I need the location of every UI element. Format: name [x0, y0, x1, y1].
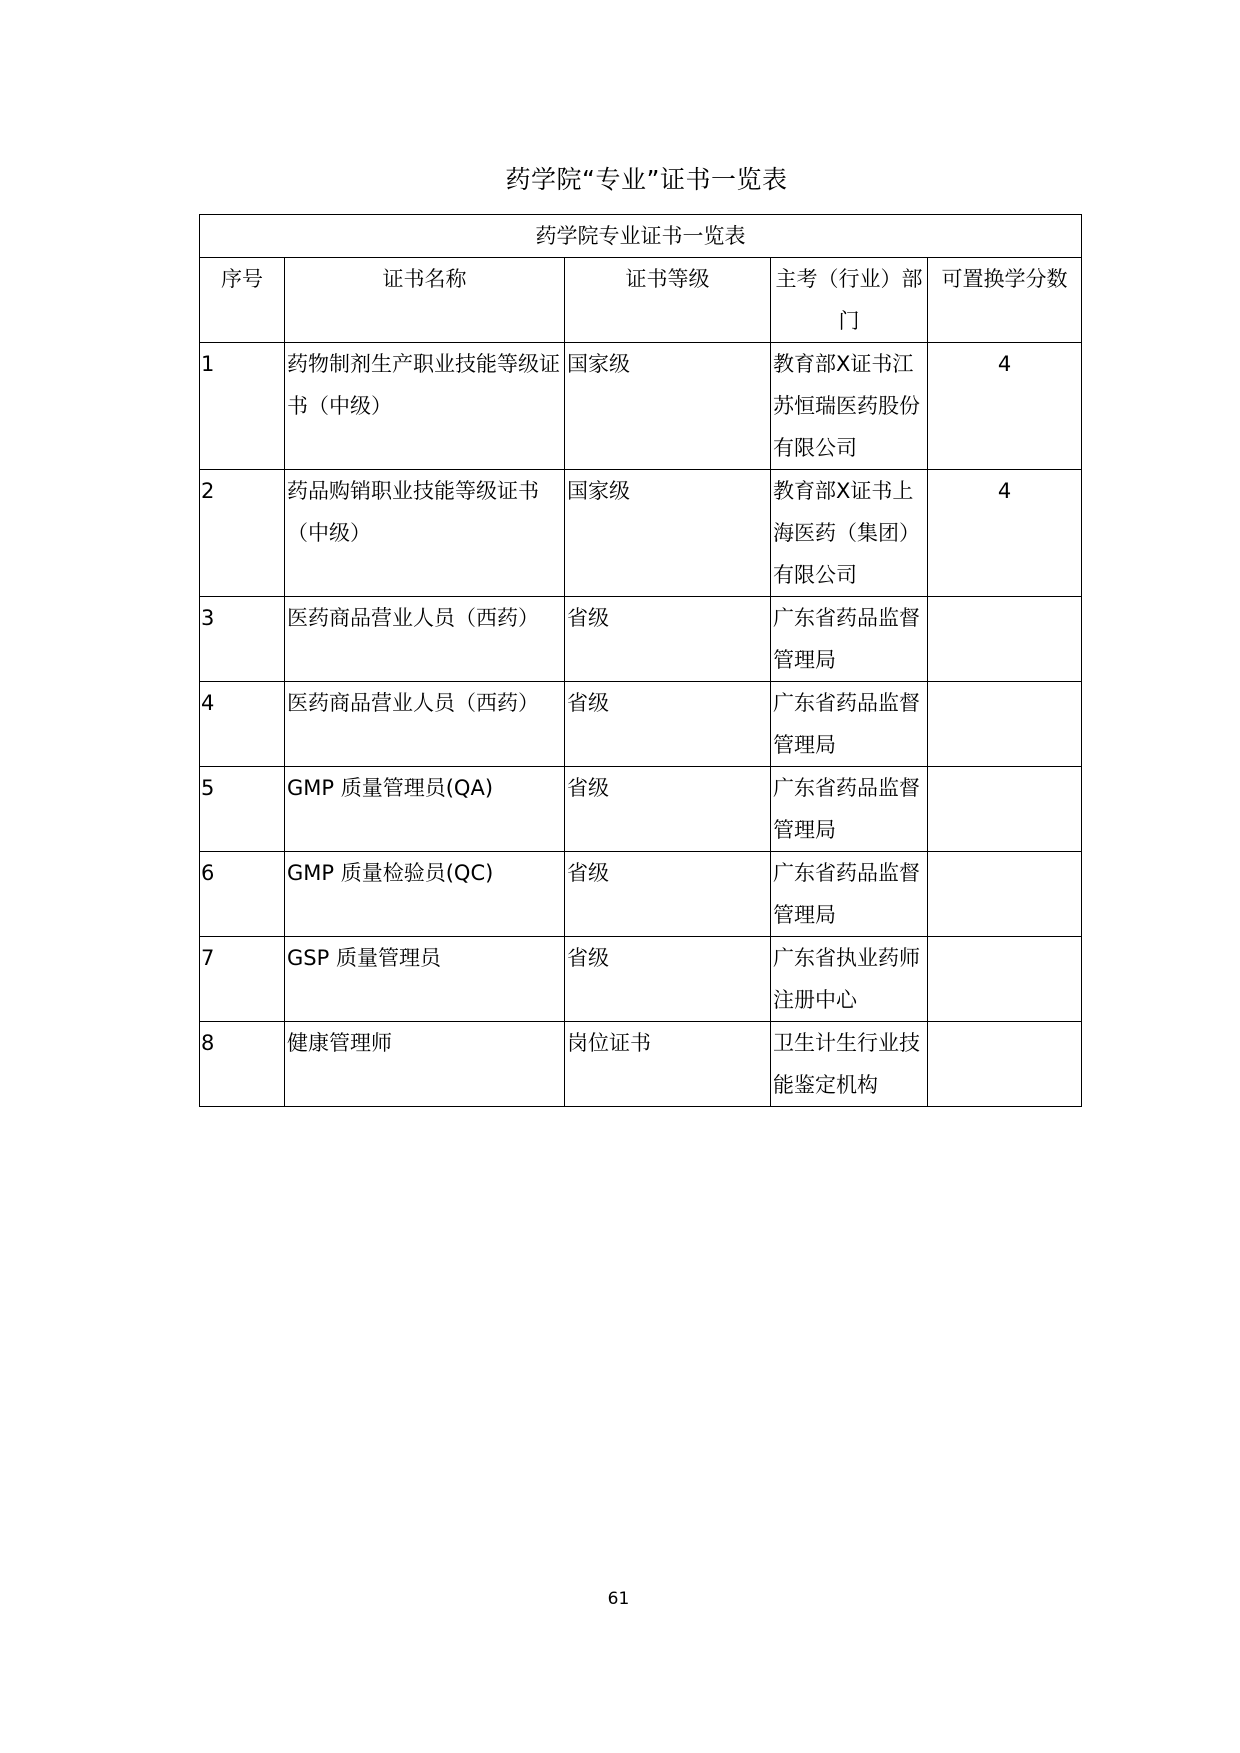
table-row	[200, 470, 1082, 597]
table-row	[200, 767, 1082, 852]
cell-department: 广东省药品监督管理局	[771, 597, 928, 682]
cell-name: 药品购销职业技能等级证书（中级）	[285, 470, 565, 597]
page-number: 61	[607, 1589, 630, 1609]
cell-level: 国家级	[565, 470, 771, 597]
cell-name: GMP 质量管理员(QA)	[285, 767, 565, 852]
table-header-row	[200, 258, 1082, 343]
cell-credits	[928, 852, 1082, 937]
cell-index: 7	[200, 937, 285, 1022]
cell-credits	[928, 682, 1082, 767]
cell-credits	[928, 1022, 1082, 1107]
table-row	[200, 682, 1082, 767]
cell-level: 岗位证书	[565, 1022, 771, 1107]
cell-name: 药物制剂生产职业技能等级证书（中级）	[285, 343, 565, 470]
cell-index: 6	[200, 852, 285, 937]
cell-credits	[928, 767, 1082, 852]
cell-level: 省级	[565, 852, 771, 937]
header-credits: 可置换学分数	[928, 258, 1082, 343]
cell-name: 健康管理师	[285, 1022, 565, 1107]
table-row	[200, 343, 1082, 470]
cell-department: 广东省执业药师注册中心	[771, 937, 928, 1022]
table-row	[200, 1022, 1082, 1107]
cell-index: 5	[200, 767, 285, 852]
cell-credits	[928, 937, 1082, 1022]
cell-department: 教育部X证书江苏恒瑞医药股份有限公司	[771, 343, 928, 470]
cell-department: 广东省药品监督管理局	[771, 767, 928, 852]
certificate-table	[199, 214, 1082, 1107]
cell-department: 广东省药品监督管理局	[771, 682, 928, 767]
cell-level: 省级	[565, 937, 771, 1022]
cell-level: 省级	[565, 597, 771, 682]
cell-index: 3	[200, 597, 285, 682]
cell-level: 省级	[565, 682, 771, 767]
cell-department: 教育部X证书上海医药（集团）有限公司	[771, 470, 928, 597]
cell-name: 医药商品营业人员（西药）	[285, 682, 565, 767]
cell-level: 国家级	[565, 343, 771, 470]
table-row	[200, 597, 1082, 682]
table-row	[200, 937, 1082, 1022]
cell-name: 医药商品营业人员（西药）	[285, 597, 565, 682]
cell-credits: 4	[928, 343, 1082, 470]
cell-index: 8	[200, 1022, 285, 1107]
header-department: 主考（行业）部门	[771, 258, 928, 343]
header-index: 序号	[200, 258, 285, 343]
cell-name: GMP 质量检验员(QC)	[285, 852, 565, 937]
cell-department: 广东省药品监督管理局	[771, 852, 928, 937]
cell-credits	[928, 597, 1082, 682]
cell-index: 4	[200, 682, 285, 767]
table-caption-row	[200, 215, 1082, 258]
table-row	[200, 852, 1082, 937]
table-caption: 药学院专业证书一览表	[200, 215, 1082, 258]
cell-level: 省级	[565, 767, 771, 852]
cell-index: 2	[200, 470, 285, 597]
cell-index: 1	[200, 343, 285, 470]
header-level: 证书等级	[565, 258, 771, 343]
cell-name: GSP 质量管理员	[285, 937, 565, 1022]
page-title: 药学院“专业”证书一览表	[505, 165, 788, 194]
cell-department: 卫生计生行业技能鉴定机构	[771, 1022, 928, 1107]
cell-credits: 4	[928, 470, 1082, 597]
header-name: 证书名称	[285, 258, 565, 343]
